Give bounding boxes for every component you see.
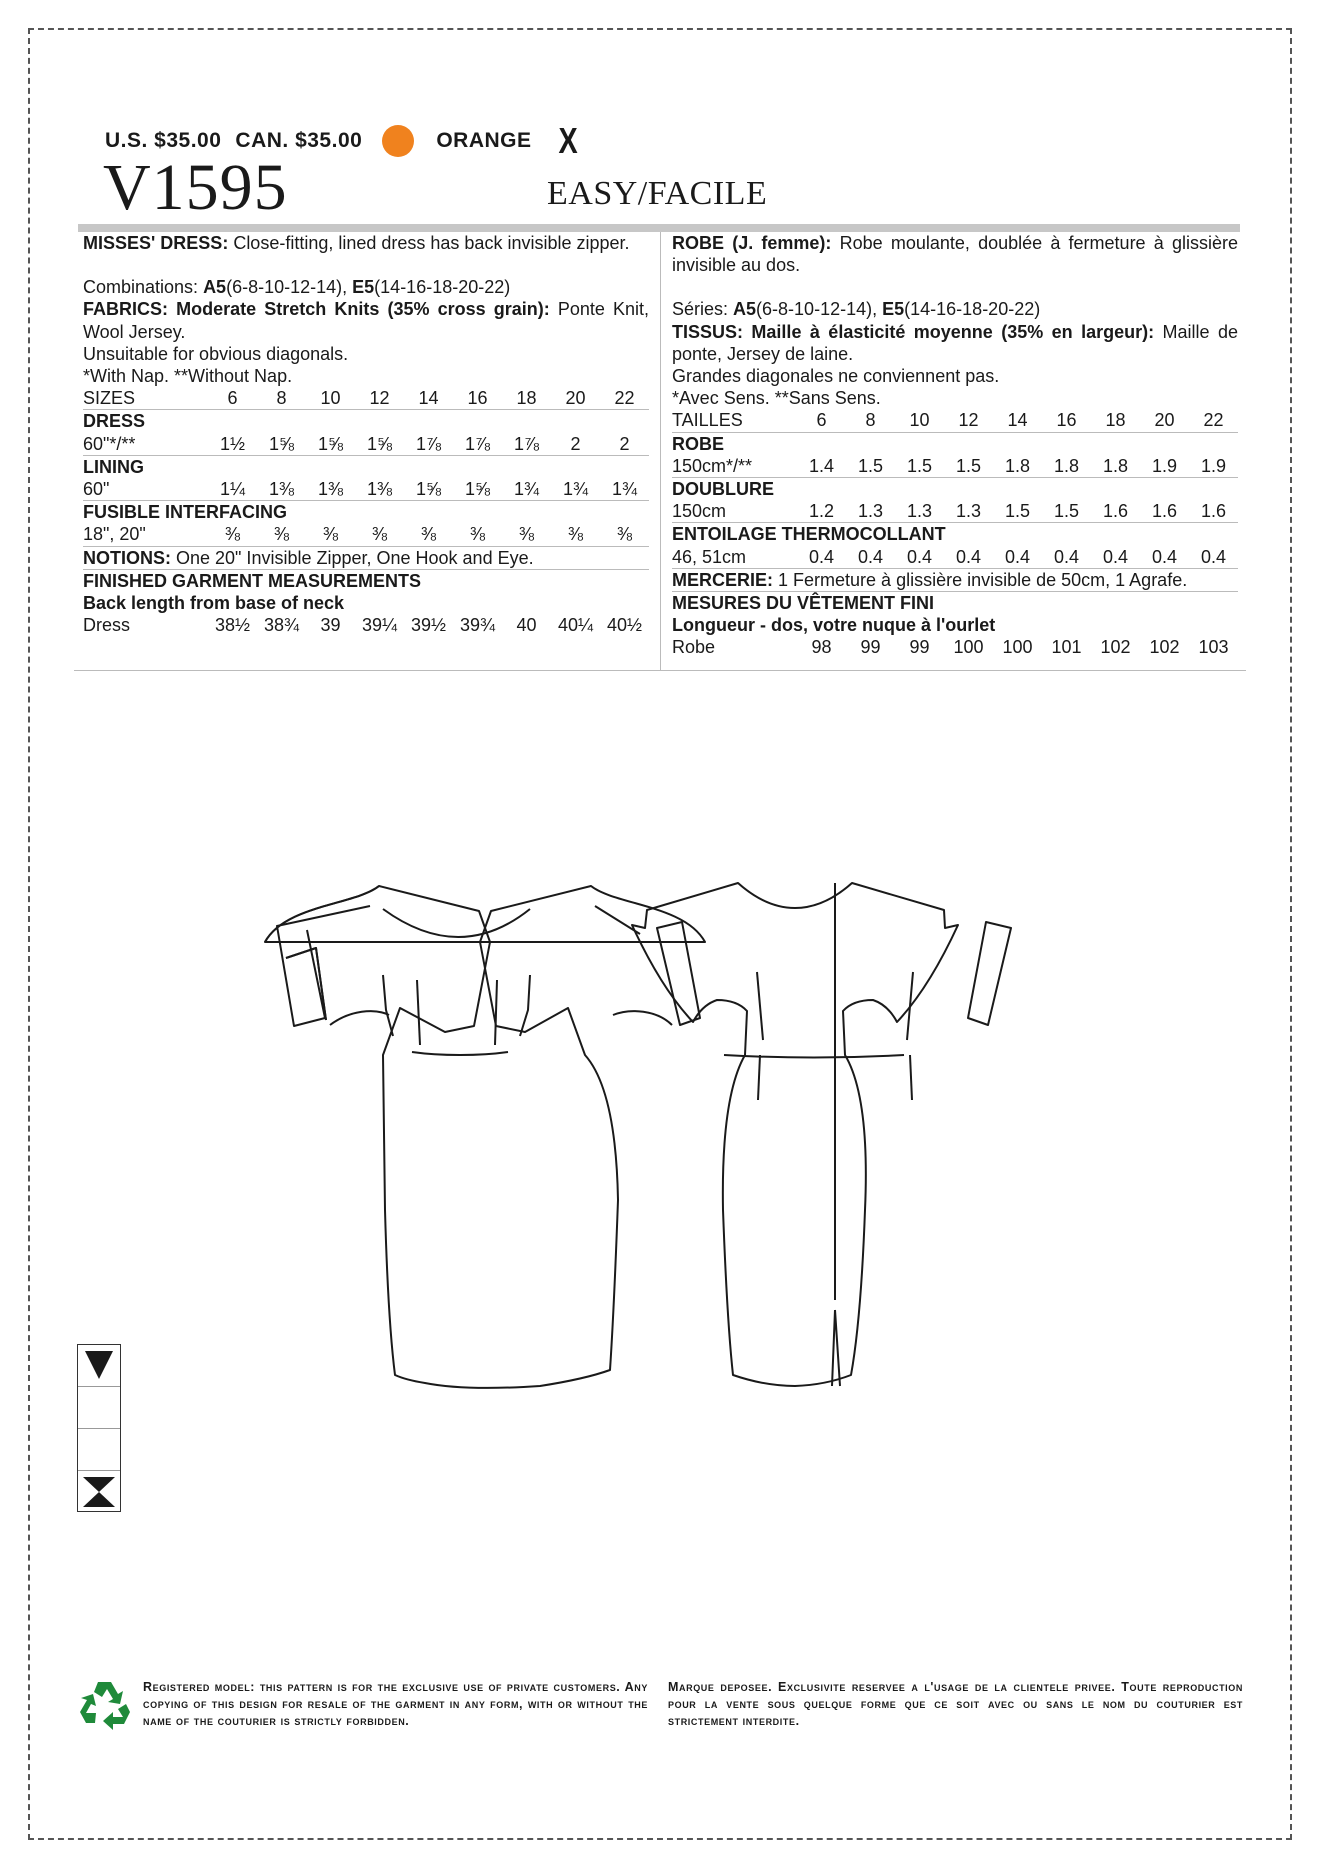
combinations-fr: Séries: A5(6-8-10-12-14), E5(14-16-18-20-22): [672, 299, 1041, 320]
description-fr: ROBE (J. femme): Robe moulante, doublée à fermeture à glissière invisible au dos.: [672, 233, 1238, 276]
unsuitable-fr: Grandes diagonales ne conviennent pas.: [672, 366, 1000, 387]
header-rule: [78, 224, 1240, 232]
sizes-row: TAILLES 6 8 10 12 14 16 18 20 22: [672, 409, 1238, 432]
french-column: [672, 232, 1238, 659]
sizes-row: SIZES 6 8 10 12 14 16 18 20 22: [83, 387, 649, 410]
english-column: [83, 232, 649, 636]
x-mark: X: [557, 120, 578, 161]
legal-notice-en: Registered model: this pattern is for the exclusive use of private customers. Any copying of this design for resale of the garment in any form, with or without the name of the couturier is strictly forbidden.: [143, 1680, 648, 1728]
legal-notice-fr: Marque deposee. Exclusivite reservee a l'usage de la clientele privee. Toute reproduction pour la vente sous quelque forme que ce soit avec ou sans le nom du couturier est strictement interdite.: [668, 1680, 1243, 1728]
nap-note-en: *With Nap. **Without Nap.: [83, 366, 293, 387]
table-row: 60" 1¼ 1⅜ 1⅜ 1⅜ 1⅝ 1⅝ 1¾ 1¾ 1¾: [83, 478, 649, 501]
section-label: FINISHED GARMENT MEASUREMENTS: [83, 570, 422, 591]
pattern-number: V1595: [103, 151, 288, 224]
table-row: Dress 38½ 38¾ 39 39¼ 39½ 39¾ 40 40¼ 40½: [83, 615, 643, 636]
can-price: CAN. $35.00: [235, 129, 363, 152]
notions-row: NOTIONS: One 20" Invisible Zipper, One Hook and Eye.: [83, 546, 649, 569]
color-label: ORANGE: [436, 129, 532, 152]
table-row: 18", 20" ⅜ ⅜ ⅜ ⅜ ⅜ ⅜ ⅜ ⅜ ⅜: [83, 523, 649, 546]
combinations-en: Combinations: A5(6-8-10-12-14), E5(14-16-18-20-22): [83, 277, 511, 298]
section-label: DOUBLURE: [672, 479, 774, 500]
yardage-table-fr: [672, 409, 1238, 658]
column-divider: [660, 232, 661, 670]
yardage-table-en: [83, 387, 649, 636]
notions-row: MERCERIE: 1 Fermeture à glissière invisible de 50cm, 1 Agrafe.: [672, 568, 1238, 591]
recycle-icon: [78, 1680, 132, 1732]
section-label: LINING: [83, 456, 144, 477]
fabrics-en: FABRICS: Moderate Stretch Knits (35% cross grain): Ponte Knit, Wool Jersey.: [83, 299, 649, 342]
table-row: 46, 51cm 0.4 0.4 0.4 0.4 0.4 0.4 0.4 0.4 0.4: [672, 546, 1238, 569]
difficulty-label: EASY/FACILE: [547, 175, 768, 212]
section-label: ENTOILAGE THERMOCOLLANT: [672, 524, 946, 545]
nap-note-fr: *Avec Sens. **Sans Sens.: [672, 388, 881, 409]
legend-blank-icon: [78, 1429, 120, 1471]
table-row: 150cm*/** 1.4 1.5 1.5 1.5 1.8 1.8 1.8 1.9 1.9: [672, 455, 1238, 478]
legend-blank-icon: [78, 1387, 120, 1429]
section-label: DRESS: [83, 411, 146, 432]
section-label: ROBE: [672, 433, 725, 454]
section-label: FUSIBLE INTERFACING: [83, 502, 288, 523]
section-label: Back length from base of neck: [83, 593, 345, 614]
table-bottom-rule: [74, 670, 1246, 671]
section-label: MESURES DU VÊTEMENT FINI: [672, 593, 935, 614]
table-row: 150cm 1.2 1.3 1.3 1.3 1.5 1.5 1.6 1.6 1.6: [672, 500, 1238, 523]
hourglass-icon: [78, 1471, 120, 1513]
us-price: U.S. $35.00: [105, 129, 222, 152]
table-row: 60"*/** 1½ 1⅝ 1⅝ 1⅝ 1⅞ 1⅞ 1⅞ 2 2: [83, 433, 649, 456]
unsuitable-en: Unsuitable for obvious diagonals.: [83, 343, 349, 364]
nap-arrow-icon: [78, 1345, 120, 1387]
color-dot-icon: [382, 125, 414, 157]
layout-legend-icon: [77, 1344, 121, 1512]
fabrics-fr: TISSUS: Maille à élasticité moyenne (35% en largeur): Maille de ponte, Jersey de laine.: [672, 321, 1238, 364]
section-label: Longueur - dos, votre nuque à l'ourlet: [672, 615, 996, 636]
description-en: MISSES' DRESS: Close-fitting, lined dress has back invisible zipper.: [83, 233, 630, 253]
table-row: Robe 98 99 99 100 100 101 102 102 103: [672, 637, 1229, 658]
